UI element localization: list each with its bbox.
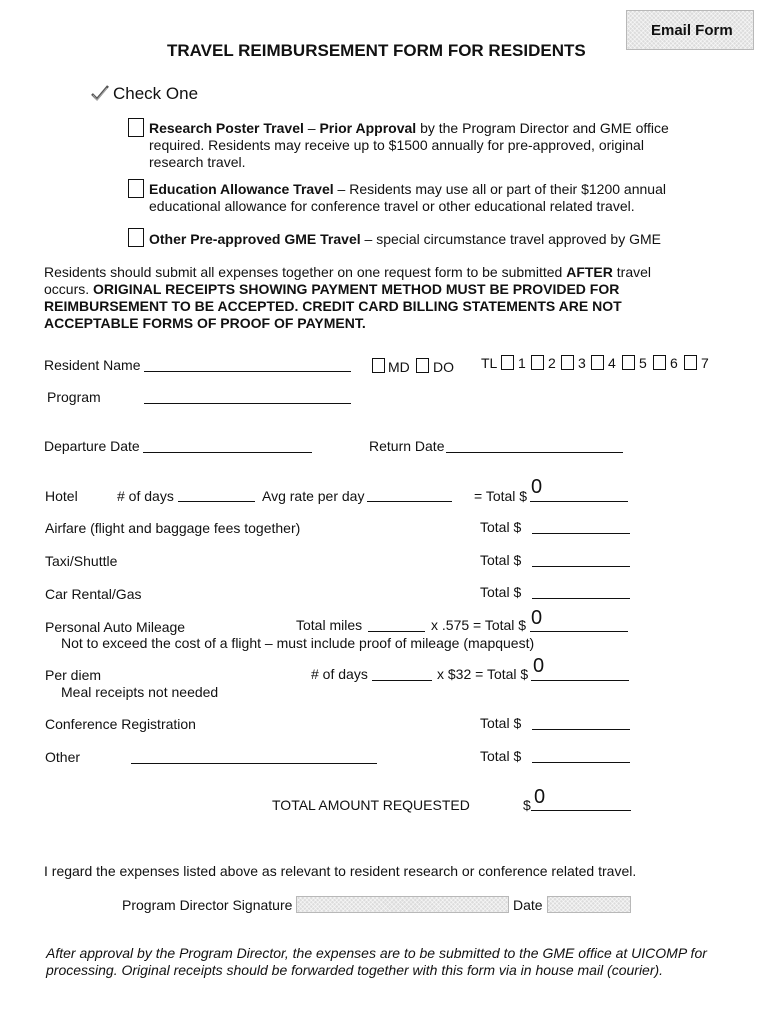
md-checkbox[interactable] <box>372 358 385 373</box>
option-education-title: Education Allowance Travel <box>149 181 334 197</box>
mileage-miles-label: Total miles <box>296 617 363 633</box>
resident-name-label: Resident Name <box>44 357 141 373</box>
hotel-total-label: = Total $ <box>474 488 528 504</box>
mileage-miles-field[interactable] <box>368 631 425 632</box>
page-title: TRAVEL REIMBURSEMENT FORM FOR RESIDENTS <box>167 41 586 60</box>
do-checkbox[interactable] <box>416 358 429 373</box>
car-total-label: Total $ <box>480 584 522 600</box>
departure-date-label: Departure Date <box>44 438 140 454</box>
option-research-line2: required. Residents may receive up to $1500 annually for pre-approved, original <box>149 137 644 153</box>
airfare-label: Airfare (flight and baggage fees together) <box>45 520 301 536</box>
signature-label: Program Director Signature <box>122 897 293 913</box>
per-diem-total-value: 0 <box>533 655 545 677</box>
return-date-label: Return Date <box>369 438 445 454</box>
total-amount-label: TOTAL AMOUNT REQUESTED <box>272 797 470 813</box>
footer-line2: processing. Original receipts should be forwarded together with this form via in house mail (courier). <box>46 962 664 978</box>
other-total-field[interactable] <box>532 762 630 763</box>
mileage-label: Personal Auto Mileage <box>45 619 186 635</box>
total-amount-value: 0 <box>534 786 546 808</box>
total-amount-field[interactable] <box>531 810 631 811</box>
signature-field[interactable] <box>296 896 509 913</box>
option-other-line1-rest: – special circumstance travel approved by GME <box>360 231 661 247</box>
tl-6-label: 6 <box>670 355 678 371</box>
tl-label: TL <box>481 355 498 371</box>
option-education-line2: educational allowance for conference travel or other educational related travel. <box>149 198 635 214</box>
option-education-line1-rest: – Residents may use all or part of their $1200 annual <box>333 181 666 197</box>
option-research-line1 <box>149 120 669 136</box>
tl-6-checkbox[interactable] <box>653 355 666 370</box>
conference-label: Conference Registration <box>45 716 196 732</box>
tl-7-checkbox[interactable] <box>684 355 697 370</box>
tl-5-checkbox[interactable] <box>622 355 635 370</box>
hotel-label: Hotel <box>45 488 78 504</box>
research-poster-travel-checkbox[interactable] <box>128 118 144 137</box>
conference-total-label: Total $ <box>480 715 522 731</box>
per-diem-days-field[interactable] <box>372 680 432 681</box>
taxi-total-field[interactable] <box>532 566 630 567</box>
program-field[interactable] <box>144 403 351 404</box>
option-research-prior-approval: Prior Approval <box>319 120 417 136</box>
resident-name-field[interactable] <box>144 371 351 372</box>
instructions-line4: ACCEPTABLE FORMS OF PROOF OF PAYMENT. <box>44 315 366 331</box>
program-label: Program <box>47 389 101 405</box>
other-description-field[interactable] <box>131 763 377 764</box>
per-diem-days-label: # of days <box>311 666 368 682</box>
tl-1-label: 1 <box>518 355 526 371</box>
option-research-line1-rest: by the Program Director and GME office <box>416 120 669 136</box>
hotel-rate-label: Avg rate per day <box>262 488 365 504</box>
instructions-line3: REIMBURSEMENT TO BE ACCEPTED. CREDIT CARD BILLING STATEMENTS ARE NOT <box>44 298 622 314</box>
signature-date-label: Date <box>513 897 543 913</box>
option-other-title: Other Pre-approved GME Travel <box>149 231 361 247</box>
mileage-total-value: 0 <box>531 607 543 629</box>
checkmark-icon <box>90 84 110 102</box>
do-label: DO <box>433 359 454 375</box>
option-research-line3: research travel. <box>149 154 246 170</box>
instructions-line2-text: occurs. <box>44 281 94 297</box>
tl-2-label: 2 <box>548 355 556 371</box>
tl-1-checkbox[interactable] <box>501 355 514 370</box>
certification-text: I regard the expenses listed above as relevant to resident research or conference related travel. <box>44 863 637 879</box>
taxi-total-label: Total $ <box>480 552 522 568</box>
per-diem-note: Meal receipts not needed <box>61 684 219 700</box>
instructions-line2 <box>44 281 619 297</box>
option-research-sep: – <box>303 120 320 136</box>
mileage-rate-label: x .575 = Total $ <box>431 617 527 633</box>
tl-3-label: 3 <box>578 355 586 371</box>
hotel-days-field[interactable] <box>178 501 255 502</box>
hotel-rate-field[interactable] <box>367 501 452 502</box>
signature-date-field[interactable] <box>547 896 631 913</box>
md-label: MD <box>388 359 410 375</box>
option-other-line1 <box>149 231 661 247</box>
instructions-line2-bold: ORIGINAL RECEIPTS SHOWING PAYMENT METHOD MUST BE PROVIDED FOR <box>93 281 620 297</box>
car-rental-label: Car Rental/Gas <box>45 586 142 602</box>
footer-line1: After approval by the Program Director, the expenses are to be submitted to the GME office at UICOMP for <box>46 945 707 961</box>
tl-4-label: 4 <box>608 355 616 371</box>
option-research-title: Research Poster Travel <box>149 120 304 136</box>
hotel-total-value: 0 <box>531 476 543 498</box>
instructions-line1 <box>44 264 651 280</box>
airfare-total-field[interactable] <box>532 533 630 534</box>
departure-date-field[interactable] <box>143 452 312 453</box>
tl-3-checkbox[interactable] <box>561 355 574 370</box>
email-form-button-label: Email Form <box>651 22 733 39</box>
hotel-total-field[interactable] <box>530 501 628 502</box>
other-total-label: Total $ <box>480 748 522 764</box>
airfare-total-label: Total $ <box>480 519 522 535</box>
per-diem-total-field[interactable] <box>531 680 629 681</box>
return-date-field[interactable] <box>446 452 623 453</box>
other-label: Other <box>45 749 81 765</box>
car-total-field[interactable] <box>532 598 630 599</box>
taxi-label: Taxi/Shuttle <box>45 553 118 569</box>
option-education-line1 <box>149 181 666 197</box>
tl-5-label: 5 <box>639 355 647 371</box>
tl-4-checkbox[interactable] <box>591 355 604 370</box>
check-one-label: Check One <box>113 84 199 103</box>
education-allowance-checkbox[interactable] <box>128 179 144 198</box>
mileage-note: Not to exceed the cost of a flight – must include proof of mileage (mapquest) <box>61 635 535 651</box>
instructions-line1-text: Residents should submit all expenses together on one request form to be submitted <box>44 264 567 280</box>
conference-total-field[interactable] <box>532 729 630 730</box>
per-diem-rate-label: x $32 = Total $ <box>437 666 529 682</box>
total-currency: $ <box>523 797 531 813</box>
instructions-after: AFTER <box>566 264 613 280</box>
tl-2-checkbox[interactable] <box>531 355 544 370</box>
instructions-line1-end: travel <box>612 264 651 280</box>
email-form-button[interactable] <box>626 10 754 50</box>
mileage-total-field[interactable] <box>530 631 628 632</box>
tl-7-label: 7 <box>701 355 709 371</box>
hotel-days-label: # of days <box>117 488 174 504</box>
other-gme-travel-checkbox[interactable] <box>128 228 144 247</box>
per-diem-label: Per diem <box>45 667 102 683</box>
